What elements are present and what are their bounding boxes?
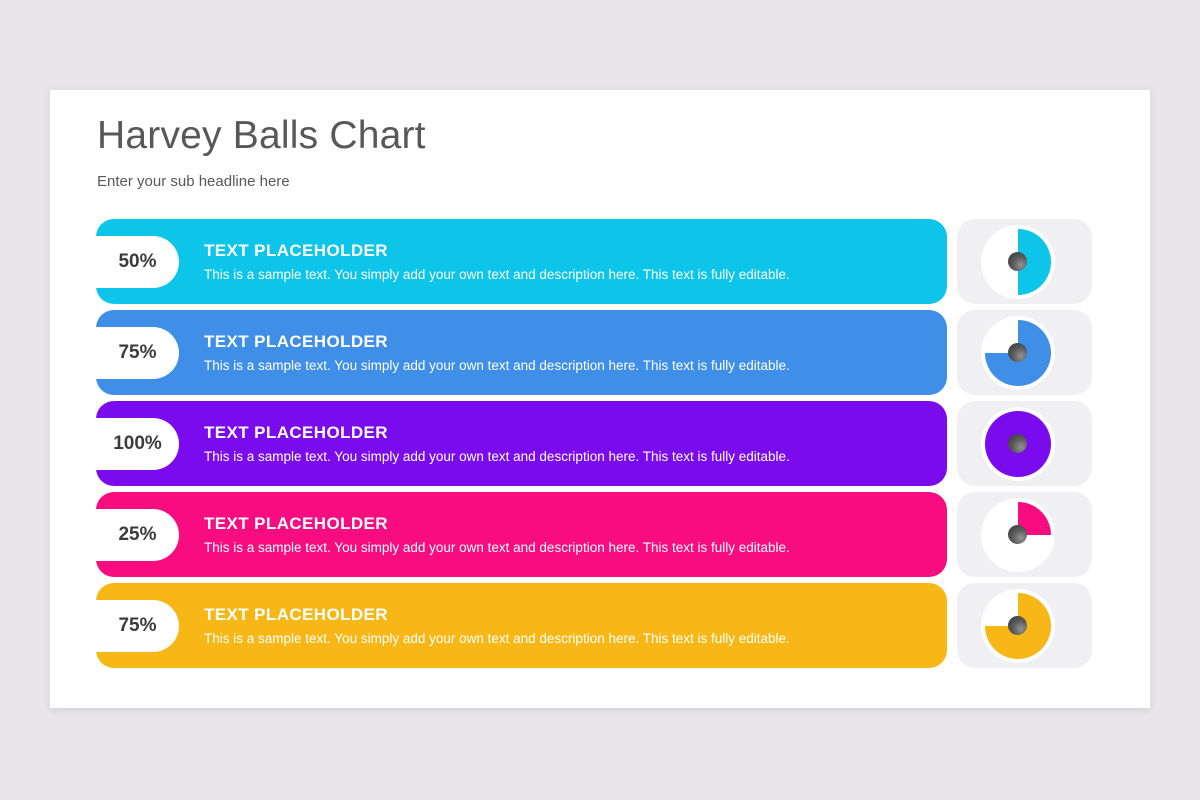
row-title: TEXT PLACEHOLDER (204, 514, 388, 533)
harvey-ball-ring (981, 316, 1055, 390)
row-description: This is a sample text. You simply add your own text and description here. This text is fully editable. (204, 449, 790, 464)
row-text-block (204, 423, 790, 464)
percent-badge (96, 600, 179, 652)
harvey-ball-icon (985, 502, 1051, 568)
row-title: TEXT PLACEHOLDER (204, 423, 388, 442)
row-description: This is a sample text. You simply add your own text and description here. This text is fully editable. (204, 267, 790, 282)
harvey-row (96, 219, 1097, 304)
harvey-ball-icon (985, 229, 1051, 295)
harvey-ball-ring (981, 498, 1055, 572)
row-description: This is a sample text. You simply add your own text and description here. This text is fully editable. (204, 540, 790, 555)
harvey-ball-panel (957, 492, 1092, 577)
row-title: TEXT PLACEHOLDER (204, 332, 388, 351)
harvey-ball-center-dot (1008, 252, 1027, 271)
harvey-ball-panel (957, 583, 1092, 668)
harvey-ball-icon (985, 593, 1051, 659)
harvey-ball-center-dot (1008, 616, 1027, 635)
percent-badge-label: 75% (118, 341, 157, 363)
percent-badge-label: 25% (118, 523, 157, 545)
row-bar (96, 492, 947, 577)
harvey-ball-ring (981, 589, 1055, 663)
rows (96, 219, 1097, 674)
row-description: This is a sample text. You simply add your own text and description here. This text is fully editable. (204, 631, 790, 646)
harvey-ball-ring (981, 407, 1055, 481)
harvey-ball-panel (957, 310, 1092, 395)
row-bar (96, 401, 947, 486)
page-title: Harvey Balls Chart (97, 114, 426, 157)
percent-badge-label: 100% (113, 432, 162, 454)
row-title: TEXT PLACEHOLDER (204, 605, 388, 624)
harvey-ball-icon (985, 320, 1051, 386)
harvey-ball-center-dot (1008, 434, 1027, 453)
harvey-ball-icon (985, 411, 1051, 477)
row-bar (96, 310, 947, 395)
harvey-row (96, 401, 1097, 486)
row-title: TEXT PLACEHOLDER (204, 241, 388, 260)
percent-badge (96, 509, 179, 561)
percent-badge (96, 236, 179, 288)
page-subtitle: Enter your sub headline here (97, 173, 290, 190)
slide-card (50, 90, 1150, 708)
row-text-block (204, 241, 790, 282)
percent-badge-label: 50% (118, 250, 157, 272)
row-text-block (204, 332, 790, 373)
row-description: This is a sample text. You simply add your own text and description here. This text is fully editable. (204, 358, 790, 373)
percent-badge (96, 418, 179, 470)
row-bar (96, 583, 947, 668)
harvey-row (96, 310, 1097, 395)
harvey-ball-center-dot (1008, 343, 1027, 362)
harvey-row (96, 583, 1097, 668)
harvey-ball-panel (957, 401, 1092, 486)
harvey-ball-panel (957, 219, 1092, 304)
row-text-block (204, 514, 790, 555)
harvey-ball-ring (981, 225, 1055, 299)
row-bar (96, 219, 947, 304)
row-text-block (204, 605, 790, 646)
percent-badge (96, 327, 179, 379)
harvey-row (96, 492, 1097, 577)
harvey-ball-center-dot (1008, 525, 1027, 544)
percent-badge-label: 75% (118, 614, 157, 636)
